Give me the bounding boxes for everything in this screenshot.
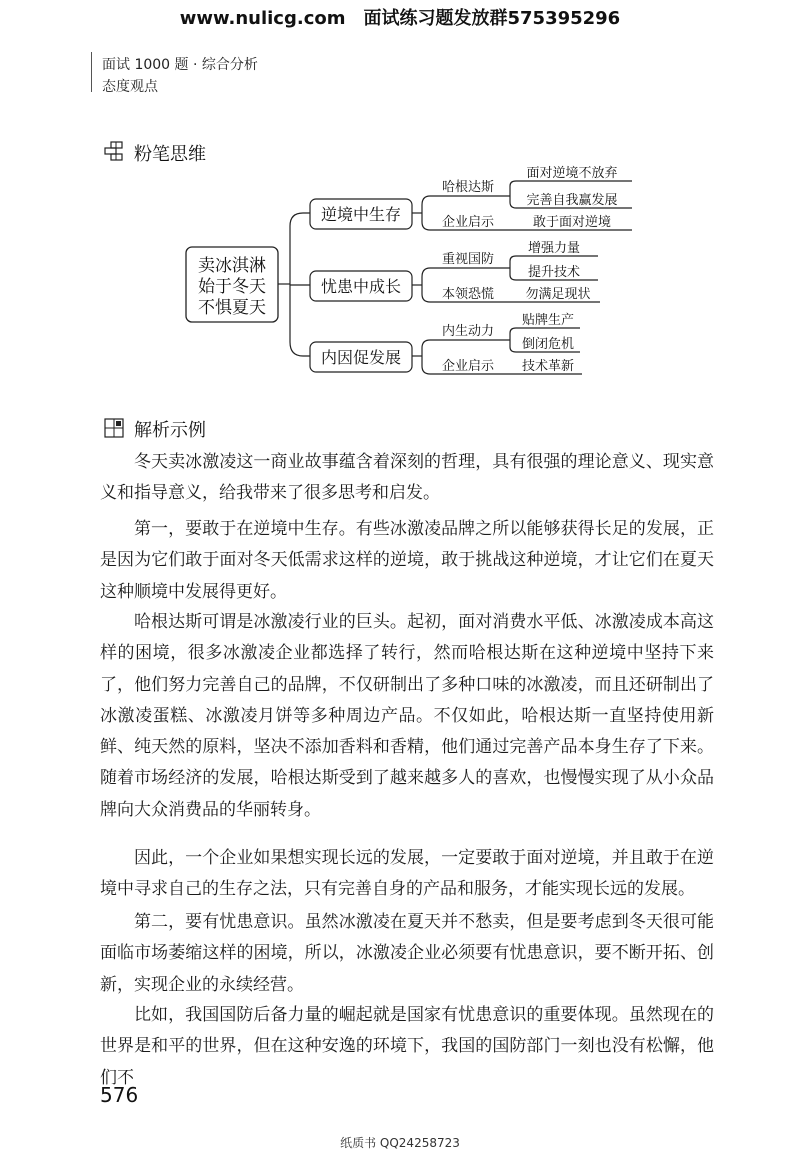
analysis-paragraph: 第一，要敢于在逆境中生存。有些冰激凌品牌之所以能够获得长足的发展，正是因为它们敢于面对冬天低需求这样的逆境，敢于挑战这种逆境，才让它们在夏天这种顺境中发展得更好。: [100, 519, 714, 602]
mindmap-branch-label: 内因促发展: [320, 348, 402, 367]
page-number: 576: [100, 1083, 139, 1107]
mindmap-leaf: 技术革新: [521, 359, 575, 374]
analysis-paragraph: 冬天卖冰激凌这一商业故事蕴含着深刻的哲理，具有很强的理论意义、现实意义和指导意义，给我带来了很多思考和启发。: [100, 452, 714, 504]
mindmap-root-line: 始于冬天: [198, 277, 266, 297]
analysis-section-title: 解析示例: [134, 420, 206, 441]
watermark: www.nulicg.com 面试练习题发放群575395296: [179, 8, 621, 29]
section-name: 态度观点: [102, 79, 158, 95]
mindmap-section-title: 粉笔思维: [134, 144, 206, 165]
mindmap-leaf: 勿满足现状: [525, 287, 591, 302]
mindmap-leaf: 倒闭危机: [521, 337, 575, 352]
mindmap-branch-label: 逆境中生存: [320, 205, 402, 224]
mindmap-branch-label: 忧患中成长: [320, 277, 402, 296]
mindmap-sub-label: 本领恐慌: [441, 287, 495, 302]
analysis-paragraph: 第二，要有忧患意识。虽然冰激凌在夏天并不愁卖，但是要考虑到冬天很可能面临市场萎缩这样的困境，所以，冰激凌企业必须要有忧患意识，要不断开拓、创新，实现企业的永续经营。: [100, 912, 714, 995]
mindmap-leaf: 面对逆境不放弃: [526, 166, 618, 181]
mindmap-sub-label: 哈根达斯: [441, 180, 495, 195]
book-title: 面试 1000 题 · 综合分析: [102, 57, 258, 73]
mindmap-leaf: 增强力量: [527, 241, 581, 256]
mindmap-leaf: 贴牌生产: [521, 313, 575, 328]
analysis-paragraph: 比如，我国国防后备力量的崛起就是国家有忧患意识的重要体现。虽然现在的世界是和平的世界，但在这种安逸的环境下，我国的国防部门一刻也没有松懈，他们不: [100, 1005, 714, 1088]
analysis-grid-icon: [104, 418, 124, 438]
analysis-paragraph: 因此，一个企业如果想实现长远的发展，一定要敢于面对逆境，并且敢于在逆境中寻求自己的生存之法，只有完善自身的产品和服务，才能实现长远的发展。: [100, 848, 714, 900]
mindmap-root-line: 卖冰淇淋: [198, 256, 266, 276]
mindmap-sub-label: 内生动力: [441, 324, 495, 339]
mindmap-root-line: 不惧夏天: [198, 298, 266, 318]
mindmap-sub-label: 企业启示: [441, 359, 495, 374]
mindmap-leaf: 完善自我赢发展: [526, 193, 618, 208]
mindmap-sub-label: 企业启示: [441, 215, 495, 230]
footer-note: 纸质书 QQ24258723: [340, 1136, 460, 1150]
mindmap-diagram: [0, 0, 800, 400]
mindmap-leaf: 提升技术: [527, 265, 581, 280]
mindmap-leaf: 敢于面对逆境: [532, 215, 612, 230]
mindmap-sub-label: 重视国防: [441, 252, 495, 267]
analysis-paragraph: 哈根达斯可谓是冰激凌行业的巨头。起初，面对消费水平低、冰激凌成本高这样的困境，很多冰激凌企业都选择了转行，然而哈根达斯在这种逆境中坚持下来了，他们努力完善自己的品牌，不仅研制出了多种口味的冰激凌，而且还研制出了冰激凌蛋糕、冰激凌月饼等多种周边产品。不仅如此，哈根达斯一直坚持使用新鲜、纯天然的原料，坚决不添加香料和香精，他们通过完善产品本身生存了下来。随着市场经济的发展，哈根达斯受到了越来越多人的喜欢，也慢慢实现了从小众品牌向大众消费品的华丽转身。: [100, 612, 714, 820]
